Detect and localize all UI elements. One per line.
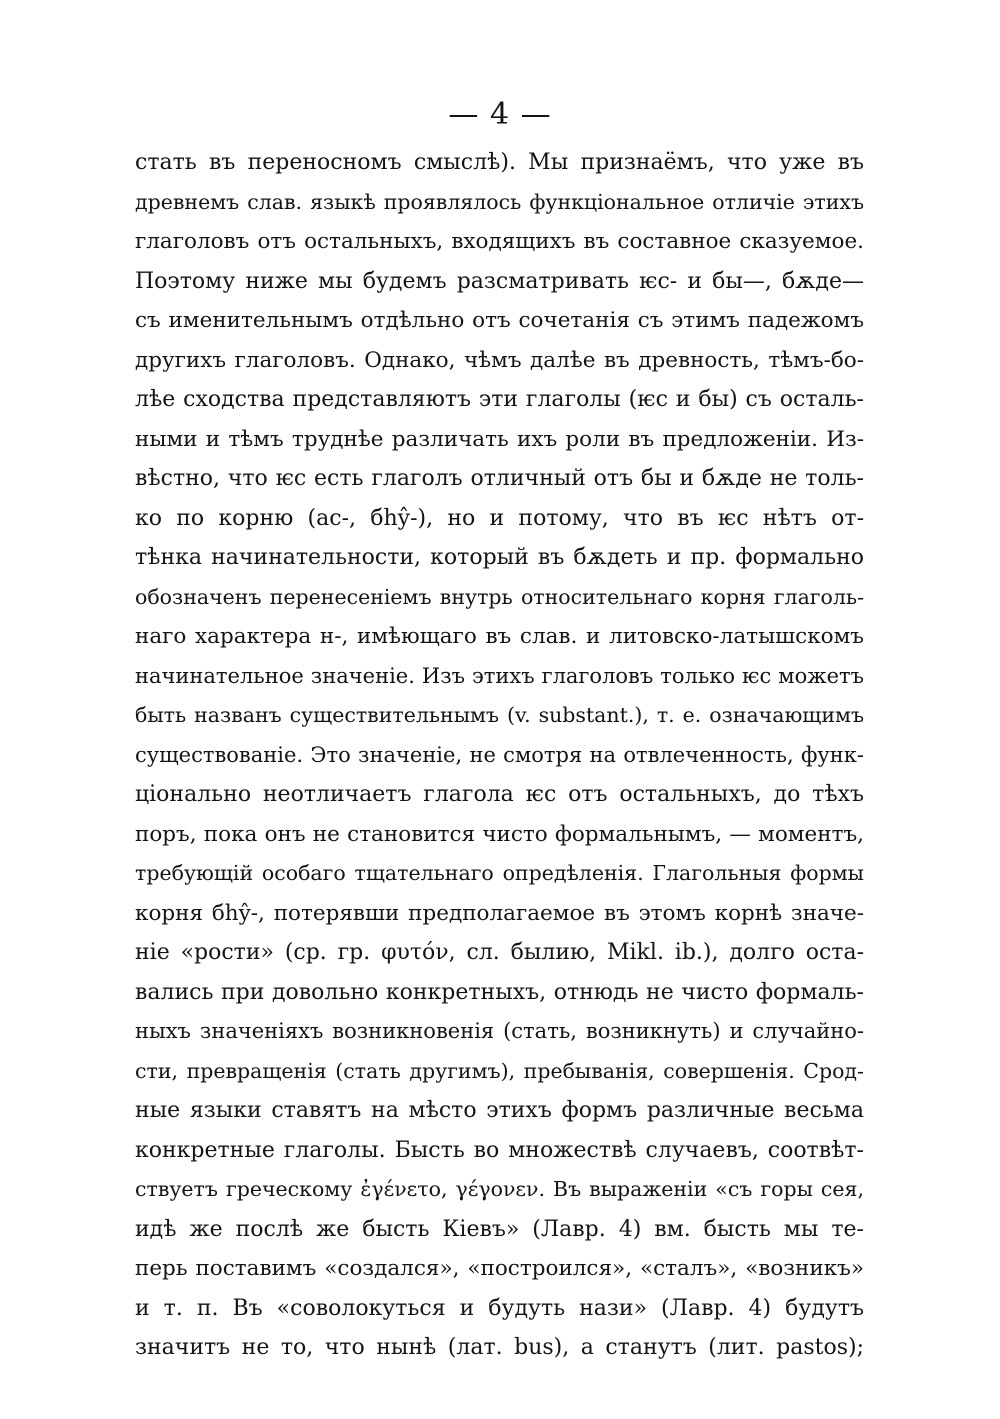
page-number: — 4 — (448, 97, 552, 132)
text-line: ніе «рости» (ср. гр. φυτόν, сл. былию, Mikl. ib.), долго оста- (135, 940, 864, 965)
text-line: ными и тѣмъ труднѣе различать ихъ роли въ предложеніи. Из- (135, 426, 864, 452)
text-line: идѣ же послѣ же бысть Кіевъ» (Лавр. 4) вм. бысть мы те- (135, 1216, 864, 1242)
text-line: сти, превращенія (стать другимъ), пребыванія, совершенія. Срод- (135, 1058, 864, 1083)
text-line: перь поставимъ «создался», «построился», «сталъ», «возникъ» (135, 1256, 864, 1281)
text-line: лѣе сходства представляютъ эти глаголы (ѥс и бы) съ осталь- (135, 387, 864, 412)
text-line: ныхъ значеніяхъ возникновенія (стать, возникнуть) и случайно- (135, 1019, 864, 1043)
text-line: начинательное значеніе. Изъ этихъ глаголовъ только ѥс можетъ (135, 663, 864, 688)
text-line: наго характера н-, имѣющаго въ слав. и литовско-латышскомъ (135, 624, 864, 649)
text-line: конкретные глаголы. Бысть во множествѣ случаевъ, соотвѣт- (135, 1137, 864, 1163)
text-line: глаголовъ отъ остальныхъ, входящихъ въ составное сказуемое. (135, 229, 864, 254)
text-line: древнемъ слав. языкѣ проявлялось функціональное отличіе этихъ (135, 189, 864, 214)
text-line: существованіе. Это значеніе, не смотря на отвлеченность, функ- (135, 742, 864, 767)
text-line: корня бhŷ-, потерявши предполагаемое въ этомъ корнѣ значе- (135, 900, 864, 926)
text-line: ко по корню (ас-, бhŷ-), но и потому, что въ ѥс нѣтъ от- (135, 505, 864, 531)
text-line: обозначенъ перенесеніемъ внутрь относительнаго корня глаголь- (135, 584, 864, 609)
text-line: съ именительнымъ отдѣльно отъ сочетанія съ этимъ падежомъ (135, 308, 864, 333)
text-line: значитъ не то, что нынѣ (лат. bus), а станутъ (лит. pastos); (135, 1335, 864, 1360)
text-line: требующій особаго тщательнаго опредѣленія. Глагольныя формы (135, 861, 864, 885)
text-line: вались при довольно конкретныхъ, отнюдь не чисто формаль- (135, 979, 864, 1005)
text-line: быть названъ существительнымъ (v. substant.), т. е. означающимъ (135, 703, 864, 727)
text-line: ціонально неотличаетъ глагола ѥс отъ остальныхъ, до тѣхъ (135, 782, 864, 807)
text-line: стать въ переносномъ смыслѣ). Мы признаёмъ, что уже въ (135, 150, 864, 175)
text-line: вѣстно, что ѥс есть глаголъ отличный отъ бы и бѫде не толь- (135, 466, 864, 491)
text-line: поръ, пока онъ не становится чисто формальнымъ, — моментъ, (135, 821, 864, 847)
text-line: ствуетъ греческому ἐγένετο, γέγονεν. Въ выраженіи «съ горы сея, (135, 1177, 864, 1201)
text-line: тѣнка начинательности, который въ бѫдеть и пр. формально (135, 545, 864, 570)
text-line: и т. п. Въ «соволокуться и будуть нази» (Лавр. 4) будутъ (135, 1295, 864, 1321)
text-line: Поэтому ниже мы будемъ разсматривать ѥс- и бы—, бѫде— (135, 268, 864, 294)
body-text (135, 143, 864, 1368)
text-line: ные языки ставятъ на мѣсто этихъ формъ различные весьма (135, 1098, 864, 1123)
text-line: другихъ глаголовъ. Однако, чѣмъ далѣе въ древность, тѣмъ-бо- (135, 347, 864, 373)
